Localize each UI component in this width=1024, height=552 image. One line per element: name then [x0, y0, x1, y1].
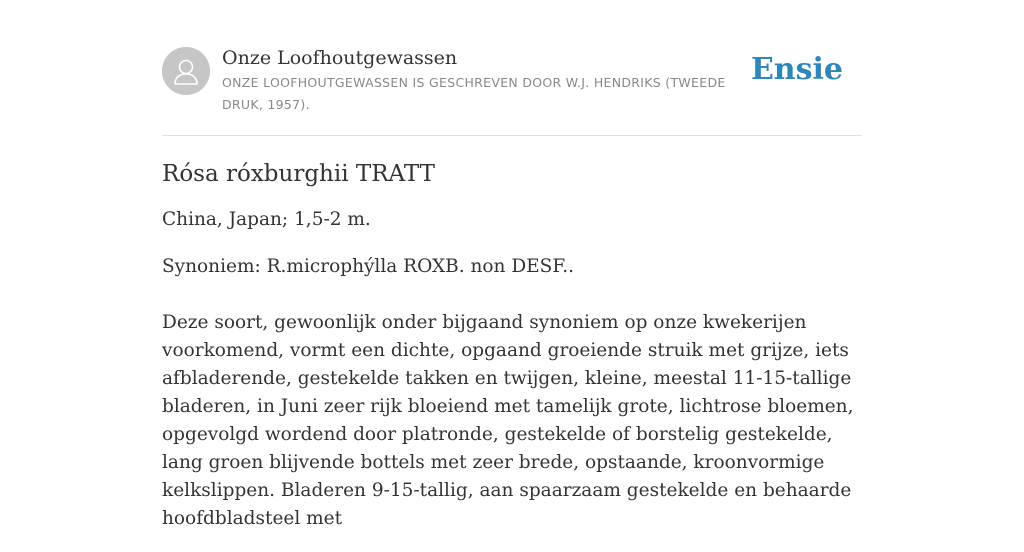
entry-title: Rósa róxburghii TRATT: [162, 161, 436, 187]
source-description: ONZE LOOFHOUTGEWASSEN IS GESCHREVEN DOOR W.J. HENDRIKS (TWEEDE DRUK, 1957).: [222, 75, 726, 112]
entry-paragraph: Synoniem: R.microphýlla ROXB. non DESF..: [162, 256, 575, 277]
source-info: [222, 44, 762, 116]
entry-paragraph: Deze soort, gewoonlijk onder bijgaand synoniem op onze kwekerijen voorkomend, vormt een dichte, opgaand groeiende struik met grijze, iets afbladerende, gestekelde takken en twijgen, kleine, meestal 11-15-tallige bladeren, in Juni zeer rijk bloeiend met tamelijk grote, lichtrose bloemen, opgevolgd wordend door platronde, gestekelde of borstelig gestekelde, lang groen blijvende bottels met zeer brede, opstaande, kroonvormige kelkslippen. Bladeren 9-15-tallig, aan spaarzaam gestekelde en behaarde hoofdbladsteel met: [162, 312, 854, 529]
ensie-logo[interactable]: Ensie: [750, 52, 843, 87]
source-header: [162, 44, 862, 134]
entry-paragraph: China, Japan; 1,5-2 m.: [162, 209, 371, 230]
entry-content: [162, 155, 862, 552]
user-placeholder-icon: [162, 47, 210, 95]
source-title[interactable]: Onze Loofhoutgewassen: [222, 47, 458, 69]
header-divider: [162, 135, 862, 136]
